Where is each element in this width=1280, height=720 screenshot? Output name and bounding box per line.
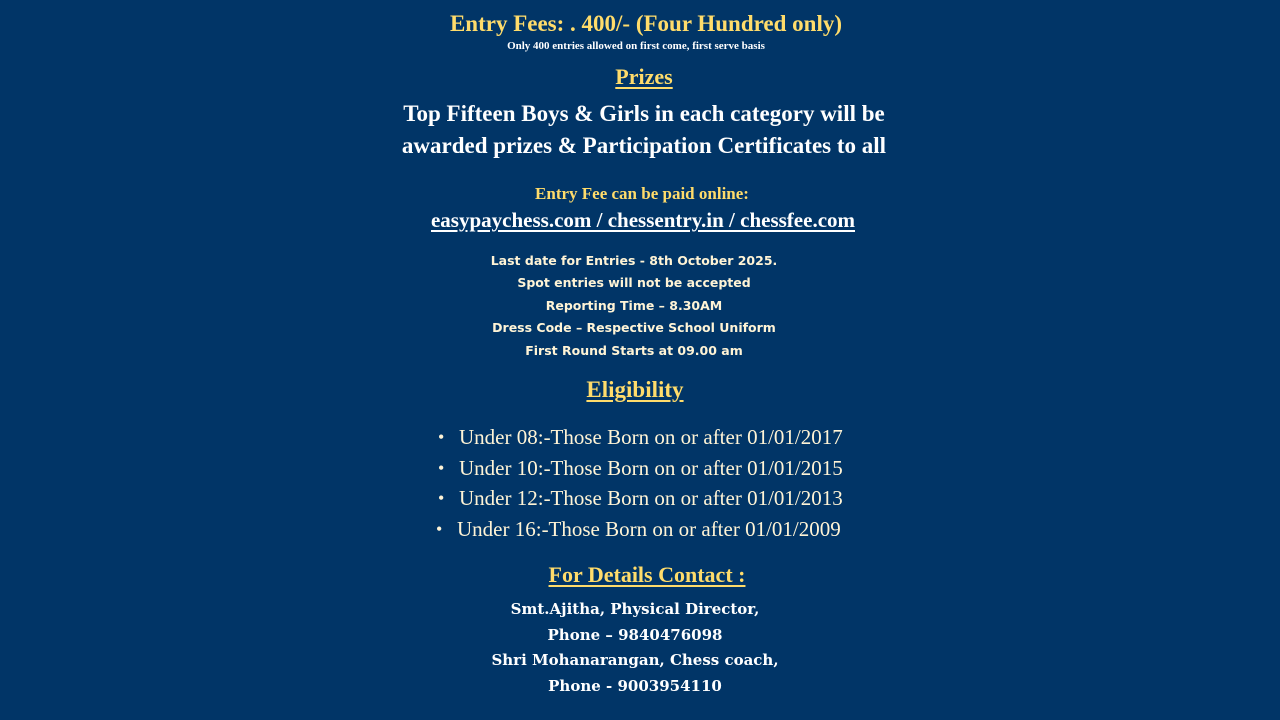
info-reporting-time: Reporting Time – 8.30AM (545, 297, 723, 313)
contact-heading: For Details Contact : (548, 562, 746, 587)
info-first-round: First Round Starts at 09.00 am (525, 342, 743, 358)
payment-links[interactable]: easypaychess.com / chessentry.in / chessfee.com (430, 208, 856, 232)
eligibility-heading: Eligibility (586, 377, 684, 402)
contact-person-2: Shri Mohanarangan, Chess coach, (491, 651, 779, 670)
eligibility-u08: Under 08:-Those Born on or after 01/01/2017 (459, 425, 843, 449)
contact-details (0, 597, 1275, 700)
contact-person-1: Smt.Ajitha, Physical Director, (510, 600, 760, 618)
entry-fees-title: Entry Fees: . 400/- (Four Hundred only) (449, 11, 843, 36)
info-last-date: Last date for Entries - 8th October 2025. (490, 253, 778, 268)
bullet-icon: • (438, 457, 445, 478)
event-info-block (0, 250, 1274, 362)
info-dress-code: Dress Code – Respective School Uniform (492, 320, 776, 336)
prizes-heading: Prizes (615, 64, 673, 89)
prizes-description (4, 98, 1280, 162)
prizes-line-1: Top Fifteen Boys & Girls in each category will be (403, 101, 885, 126)
eligibility-u10: Under 10:-Those Born on or after 01/01/2015 (459, 455, 843, 480)
eligibility-u12: Under 12:-Those Born on or after 01/01/2013 (459, 486, 843, 511)
bullet-icon: • (436, 519, 443, 540)
info-spot-entries: Spot entries will not be accepted (517, 275, 751, 291)
list-item (438, 422, 843, 453)
entry-limit-note: Only 400 entries allowed on first come, first serve basis (507, 40, 765, 52)
bullet-icon: • (438, 427, 445, 447)
list-item (438, 453, 843, 484)
eligibility-u16: Under 16:-Those Born on or after 01/01/2009 (457, 517, 841, 542)
eligibility-list (438, 422, 843, 545)
bullet-icon: • (438, 488, 445, 509)
contact-phone-1: Phone – 9840476098 (547, 625, 723, 644)
prizes-line-2: awarded prizes & Participation Certificates to all (401, 133, 887, 158)
contact-phone-2: Phone - 9003954110 (548, 677, 722, 696)
list-item (438, 483, 843, 514)
payment-heading: Entry Fee can be paid online: (535, 184, 749, 203)
list-item (436, 514, 841, 545)
